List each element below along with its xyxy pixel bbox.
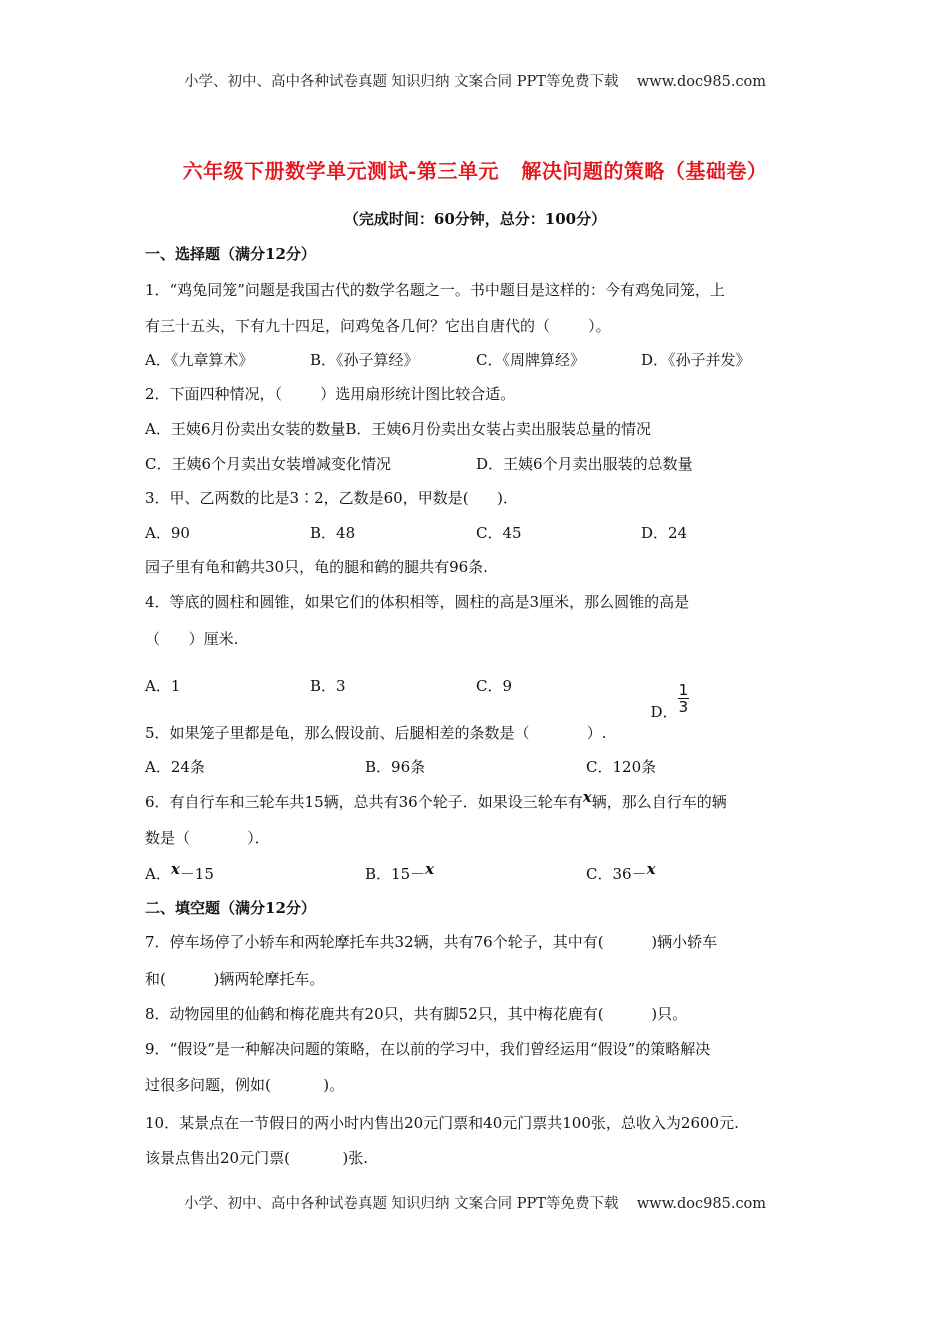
q4-option-d-label: D． xyxy=(650,702,678,721)
q3-option-c: C．45 xyxy=(476,524,522,542)
q4-option-c: C．9 xyxy=(476,677,513,695)
q5-option-c: C．120条 xyxy=(586,758,657,776)
variable-x: x xyxy=(646,860,656,878)
q1-line-2: 有三十五头，下有九十四足，问鸡兔各几何？它出自唐代的（ ）。 xyxy=(145,317,611,335)
q5-option-b: B．96条 xyxy=(365,758,426,776)
q1-line-1: 1．“鸡兔同笼”问题是我国古代的数学名题之一。书中题目是这样的：今有鸡兔同笼，上 xyxy=(145,281,725,299)
q6-option-c xyxy=(586,860,656,884)
q1-option-a: A．《九章算术》 xyxy=(145,351,254,369)
fraction-one-third xyxy=(678,682,690,715)
q1-option-b: B．《孙子算经》 xyxy=(310,351,419,369)
variable-x: x xyxy=(170,860,180,878)
q1-option-d: D．《孙子并发》 xyxy=(641,351,751,369)
q10-line-2: 该景点售出20元门票( )张. xyxy=(145,1149,369,1167)
q6-option-a-suffix: －15 xyxy=(179,865,214,883)
q2-line-1: 2．下面四种情况，（ ）选用扇形统计图比较合适。 xyxy=(145,385,516,403)
q6-line-1 xyxy=(145,788,815,812)
q7-line-2: 和( )辆两轮摩托车。 xyxy=(145,970,325,988)
q9-line-1: 9．“假设”是一种解决问题的策略，在以前的学习中，我们曾经运用“假设”的策略解决 xyxy=(145,1040,711,1058)
q8-line-1: 8．动物园里的仙鹤和梅花鹿共有20只，共有脚52只，其中梅花鹿有( )只。 xyxy=(145,1005,688,1023)
q3-option-b: B．48 xyxy=(310,524,356,542)
q6-option-b xyxy=(365,860,435,884)
q10-line-1: 10．某景点在一节假日的两小时内售出20元门票和40元门票共100张，总收入为2600元. xyxy=(145,1114,739,1132)
q2-option-ab: A．王姨6月份卖出女装的数量B．王姨6月份卖出女装占卖出服装总量的情况 xyxy=(145,420,651,438)
fraction-numerator: 1 xyxy=(678,681,689,699)
q4-option-d xyxy=(641,662,689,721)
q5-option-a: A．24条 xyxy=(145,758,205,776)
variable-x: x xyxy=(582,788,592,806)
document-title: 六年级下册数学单元测试-第三单元 解决问题的策略（基础卷） xyxy=(182,159,768,183)
q5-line-1: 5．如果笼子里都是龟，那么假设前、后腿相差的条数是（ ）. xyxy=(145,724,607,742)
header-banner: 小学、初中、高中各种试卷真题 知识归纳 文案合同 PPT等免费下载 www.doc985.com xyxy=(183,74,767,90)
q6-option-a-label: A． xyxy=(145,865,171,883)
q6-option-b-label: B．15－ xyxy=(365,865,426,883)
q9-line-2: 过很多问题，例如( )。 xyxy=(145,1076,345,1094)
q4-option-a: A．1 xyxy=(145,677,181,695)
q6-option-a xyxy=(145,860,214,884)
q4-line-1: 4．等底的圆柱和圆锥，如果它们的体积相等，圆柱的高是3厘米，那么圆锥的高是 xyxy=(145,593,690,611)
context-line: 园子里有龟和鹤共30只，龟的腿和鹤的腿共有96条. xyxy=(145,558,488,576)
section-2-heading: 二、填空题（满分12分） xyxy=(145,899,316,917)
q6-line-1-part-b: 辆，那么自行车的辆 xyxy=(591,793,727,811)
fraction-denominator: 3 xyxy=(678,698,689,716)
q4-line-2: （ ）厘米. xyxy=(145,630,239,648)
q3-line-1: 3．甲、乙两数的比是3∶2，乙数是60，甲数是( )． xyxy=(145,489,519,507)
q2-option-d: D．王姨6个月卖出服装的总数量 xyxy=(476,455,693,473)
q3-option-a: A．90 xyxy=(145,524,190,542)
q6-line-1-part-a: 6．有自行车和三轮车共15辆，总共有36个轮子．如果设三轮车有 xyxy=(145,793,583,811)
document-subtitle: （完成时间：60分钟，总分：100分） xyxy=(343,210,607,228)
section-1-heading: 一、选择题（满分12分） xyxy=(145,245,316,263)
q6-option-c-label: C．36－ xyxy=(586,865,647,883)
q3-option-d: D．24 xyxy=(641,524,688,542)
variable-x: x xyxy=(425,860,435,878)
q2-option-c: C．王姨6个月卖出女装增减变化情况 xyxy=(145,455,392,473)
q4-option-b: B．3 xyxy=(310,677,346,695)
q7-line-1: 7．停车场停了小轿车和两轮摩托车共32辆，共有76个轮子，其中有( )辆小轿车 xyxy=(145,933,718,951)
footer-banner: 小学、初中、高中各种试卷真题 知识归纳 文案合同 PPT等免费下载 www.doc985.com xyxy=(183,1196,767,1212)
q6-line-2: 数是（ ）． xyxy=(145,829,270,847)
q1-option-c: C．《周牌算经》 xyxy=(476,351,585,369)
